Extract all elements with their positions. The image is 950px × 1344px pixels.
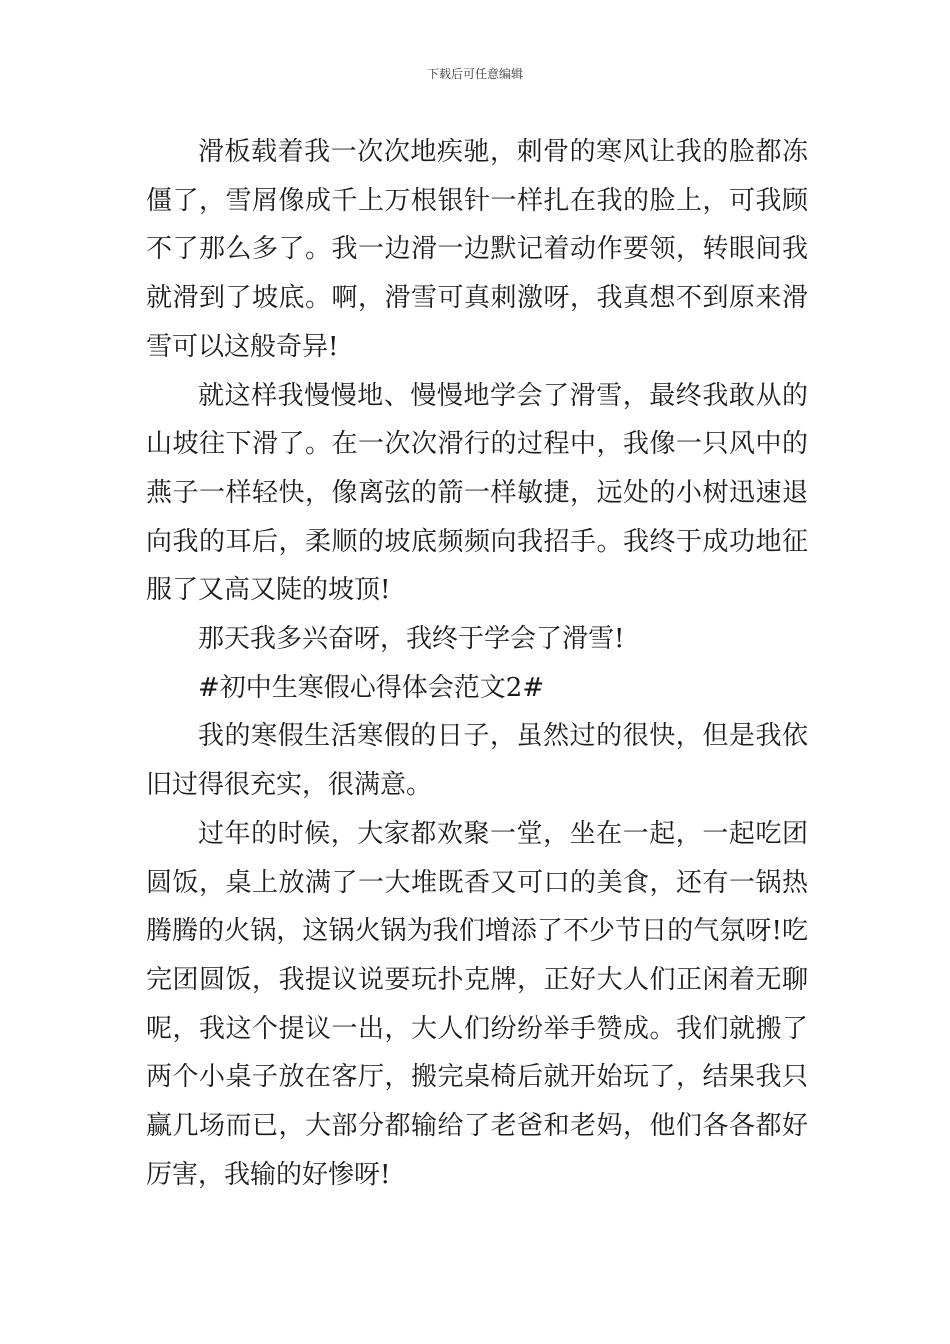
page-header: 下载后可任意编辑 [426, 67, 523, 81]
paragraph-skiing-descent: 滑板载着我一次次地疾驰，刺骨的寒风让我的脸都冻僵了，雪屑像成千上万根银针一样扎在我的脸上，可我顾不了那么多了。我一边滑一边默记着动作要领，转眼间我就滑到了坡底。啊，滑雪可真刺激呀，我真想不到原来滑雪可以这般奇异! [146, 137, 808, 362]
paragraph-excited: 那天我多兴奋呀，我终于学会了滑雪! [198, 624, 625, 655]
paragraph-winter-holiday: 我的寒假生活寒假的日子，虽然过的很快，但是我依旧过得很充实，很满意。 [146, 721, 808, 801]
section-heading: #初中生寒假心得体会范文2# [198, 672, 545, 703]
document-body [146, 128, 808, 1199]
paragraph-new-year: 过年的时候，大家都欢聚一堂，坐在一起，一起吃团圆饭，桌上放满了一大堆既香又可口的美食，还有一锅热腾腾的火锅，这锅火锅为我们增添了不少节日的气氛呀!吃完团圆饭，我提议说要玩扑克牌，正好大人们正闲着无聊呢，我这个提议一出，大人们纷纷举手赞成。我们就搬了两个小桌子放在客厅，搬完桌椅后就开始玩了，结果我只赢几场而已，大部分都输给了老爸和老妈，他们各各都好厉害，我输的好惨呀! [146, 818, 808, 1190]
paragraph-learned-skiing: 就这样我慢慢地、慢慢地学会了滑雪，最终我敢从的山坡往下滑了。在一次次滑行的过程中，我像一只风中的燕子一样轻快，像离弦的箭一样敏捷，远处的小树迅速退向我的耳后，柔顺的坡底频频向我招手。我终于成功地征服了又高又陡的坡顶! [146, 380, 808, 606]
